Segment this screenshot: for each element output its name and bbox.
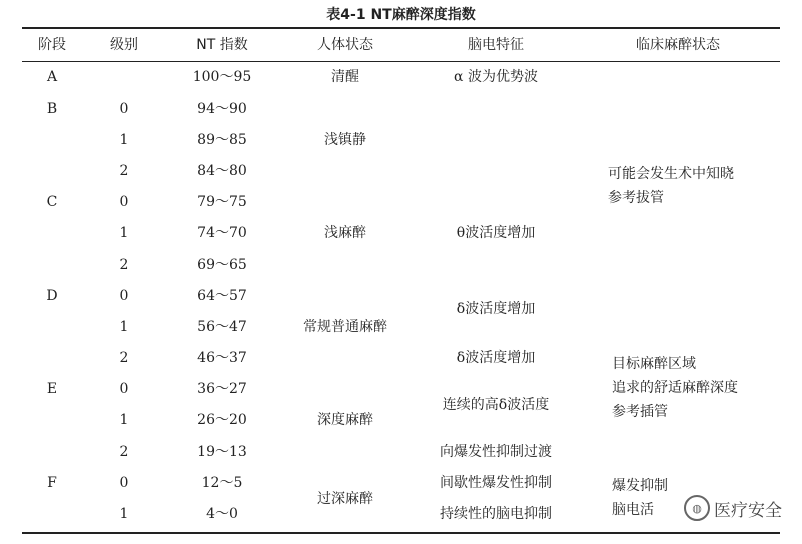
header-clinical: 临床麻醉状态	[636, 37, 720, 53]
nt-cell: 36～27	[197, 381, 247, 397]
header-level: 级别	[110, 37, 138, 53]
level-cell: 2	[119, 163, 129, 179]
top-rule	[22, 27, 780, 29]
level-cell: 0	[119, 194, 129, 210]
stage-cell: C	[46, 194, 58, 210]
watermark	[684, 495, 782, 521]
level-cell: 2	[119, 257, 129, 273]
body-state-overdeep-anesthesia: 过深麻醉	[317, 491, 373, 507]
header-body-state: 人体状态	[317, 37, 373, 53]
clinical-text: 可能会发生术中知晓	[608, 166, 734, 182]
bottom-rule	[22, 532, 780, 534]
body-state-general-anesthesia: 常规普通麻醉	[303, 319, 387, 335]
level-cell: 1	[119, 319, 129, 335]
eeg-continuous-suppression: 持续性的脑电抑制	[440, 506, 552, 522]
body-state-light-sedation: 浅镇静	[324, 132, 366, 148]
body-state-awake: 清醒	[331, 69, 359, 85]
eeg-to-burst-suppression: 向爆发性抑制过渡	[440, 444, 552, 460]
clinical-text: 参考插管	[612, 404, 668, 420]
nt-cell: 64～57	[197, 288, 247, 304]
clinical-text: 追求的舒适麻醉深度	[612, 380, 738, 396]
nt-cell: 46～37	[197, 350, 247, 366]
nt-cell: 19～13	[197, 444, 247, 460]
nt-cell: 12～5	[201, 475, 243, 491]
nt-cell: 79～75	[197, 194, 247, 210]
level-cell: 1	[119, 412, 129, 428]
level-cell: 0	[119, 475, 129, 491]
header-rule	[22, 61, 780, 62]
eeg-alpha: α 波为优势波	[454, 69, 538, 85]
level-cell: 2	[119, 350, 129, 366]
stage-cell: D	[46, 288, 58, 304]
nt-cell: 26～20	[197, 412, 247, 428]
header-nt: NT 指数	[196, 37, 248, 53]
nt-cell: 84～80	[197, 163, 247, 179]
nt-cell: 94～90	[197, 101, 247, 117]
header-stage: 阶段	[38, 37, 66, 53]
nt-cell: 89～85	[197, 132, 247, 148]
body-state-light-anesthesia: 浅麻醉	[324, 225, 366, 241]
nt-cell: 69～65	[197, 257, 247, 273]
level-cell: 0	[119, 381, 129, 397]
clinical-text: 爆发抑制	[612, 478, 668, 494]
table-title: 表4-1 NT麻醉深度指数	[326, 7, 476, 23]
eeg-delta-2: δ波活度增加	[456, 350, 536, 366]
stage-cell: F	[47, 475, 57, 491]
level-cell: 2	[119, 444, 129, 460]
stage-cell: A	[46, 69, 58, 85]
level-cell: 0	[119, 101, 129, 117]
watermark-text: 医疗安全	[714, 500, 782, 521]
level-cell: 0	[119, 288, 129, 304]
nt-cell: 74～70	[197, 225, 247, 241]
wechat-badge-icon: ◍	[684, 495, 710, 521]
nt-cell: 100～95	[192, 69, 252, 85]
eeg-high-delta: 连续的高δ波活度	[442, 397, 550, 413]
nt-cell: 56～47	[197, 319, 247, 335]
clinical-text: 参考拔管	[608, 190, 664, 206]
level-cell: 1	[119, 132, 129, 148]
stage-cell: B	[46, 101, 58, 117]
level-cell: 1	[119, 225, 129, 241]
body-state-deep-anesthesia: 深度麻醉	[317, 412, 373, 428]
eeg-theta: θ波活度增加	[456, 225, 536, 241]
clinical-text: 目标麻醉区域	[612, 356, 696, 372]
eeg-delta-1: δ波活度增加	[456, 301, 536, 317]
stage-cell: E	[46, 381, 58, 397]
nt-cell: 4～0	[206, 506, 238, 522]
header-eeg: 脑电特征	[468, 37, 524, 53]
eeg-intermittent-burst: 间歇性爆发性抑制	[440, 475, 552, 491]
level-cell: 1	[119, 506, 129, 522]
clinical-text: 脑电活	[612, 502, 654, 518]
